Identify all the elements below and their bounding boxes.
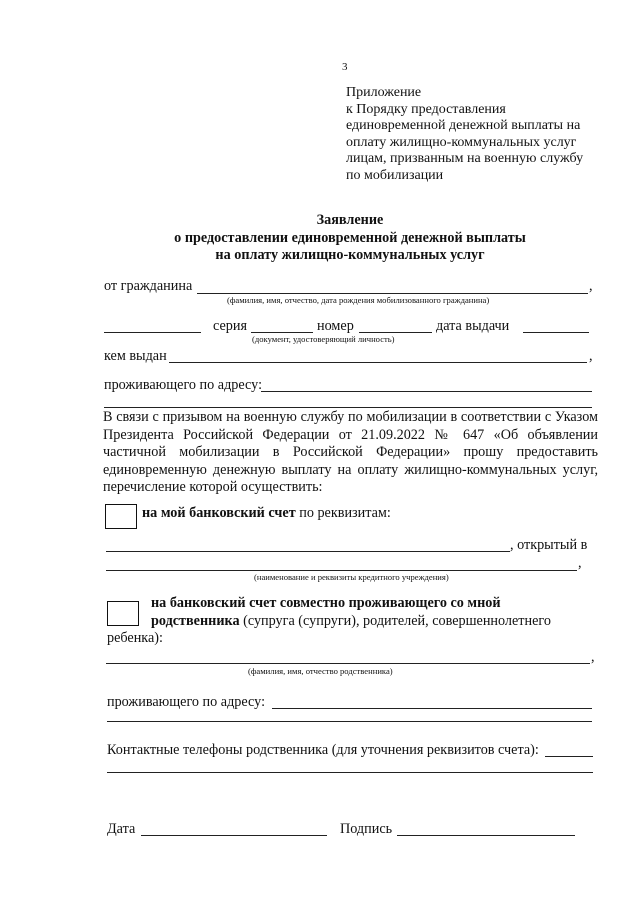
phones-field[interactable] (545, 756, 593, 757)
comma: , (591, 649, 595, 665)
residing-label: проживающего по адресу: (104, 377, 263, 393)
address-field-continued[interactable] (104, 407, 592, 408)
own-account-rest: по реквизитам: (295, 505, 391, 521)
document-hint: (документ, удостоверяющий личность) (252, 334, 395, 344)
appendix-line: оплату жилищно-коммунальных услуг (346, 134, 577, 150)
appendix-block (346, 85, 583, 185)
own-account-label (142, 506, 391, 520)
relative-account-label: на банковский счет совместно проживающего со мной (151, 595, 501, 611)
document-title: Заявление (316, 212, 384, 228)
appendix-line: по мобилизации (346, 167, 444, 183)
comma: , (589, 278, 593, 294)
number-field[interactable] (359, 332, 432, 333)
own-account-checkbox[interactable] (105, 504, 137, 529)
date-field[interactable] (141, 835, 327, 836)
own-account-bold: на мой банковский счет (142, 505, 296, 521)
issue-date-label: дата выдачи (436, 318, 510, 334)
series-field[interactable] (251, 332, 313, 333)
appendix-line: лицам, призванным на военную службу (346, 151, 584, 167)
citizen-hint: (фамилия, имя, отчество, дата рождения мобилизованного гражданина) (227, 295, 490, 305)
number-label: номер (317, 318, 354, 334)
phones-label: Контактные телефоны родственника (для уточнения реквизитов счета): (107, 742, 539, 758)
comma: , (589, 348, 593, 364)
page-number: 3 (342, 61, 348, 73)
address-field[interactable] (261, 391, 592, 392)
document-subtitle: на оплату жилищно-коммунальных услуг (215, 247, 485, 263)
relative-account-label-3: ребенка): (107, 630, 163, 646)
bank-hint: (наименование и реквизиты кредитного учреждения) (254, 572, 449, 582)
opened-in-label: , открытый в (510, 537, 588, 553)
citizen-name-field[interactable] (197, 293, 588, 294)
appendix-line: к Порядку предоставления (346, 101, 506, 117)
series-label: серия (213, 318, 247, 334)
issued-by-label: кем выдан (104, 348, 167, 364)
issue-date-field[interactable] (523, 332, 589, 333)
relative-bold: родственника (151, 613, 240, 629)
document-subtitle: о предоставлении единовременной денежной выплаты (174, 230, 526, 246)
request-paragraph: В связи с призывом на военную службу по мобилизации в соответствии с Указом Президента Российской Федерации от 21.09.2022 № 647 «Об объявлении частичной мобилизации в Российской Федерации» прошу предоставить единовременную денежную выплату на оплату жилищно-коммунальных услуг, перечисление которой осуществить: (103, 409, 598, 496)
relative-residing-label: проживающего по адресу: (107, 694, 266, 710)
from-citizen-label: от гражданина (104, 278, 193, 294)
relative-account-label-2 (151, 614, 551, 628)
relative-hint: (фамилия, имя, отчество родственника) (248, 666, 393, 676)
account-details-field[interactable] (106, 551, 510, 552)
relative-account-checkbox[interactable] (107, 601, 139, 626)
signature-field[interactable] (397, 835, 575, 836)
signature-label: Подпись (340, 821, 393, 837)
comma: , (578, 555, 582, 571)
phones-field-continued[interactable] (107, 772, 593, 773)
document-type-field[interactable] (104, 332, 201, 333)
relative-name-field[interactable] (106, 663, 590, 664)
appendix-line: единовременной денежной выплаты на (346, 118, 581, 134)
relative-address-field-continued[interactable] (107, 721, 592, 722)
relative-rest: (супруга (супруги), родителей, совершеннолетнего (239, 613, 551, 629)
appendix-line: Приложение (346, 85, 422, 100)
date-label: Дата (107, 821, 136, 837)
bank-field[interactable] (106, 570, 577, 571)
issued-by-field[interactable] (169, 362, 587, 363)
relative-address-field[interactable] (272, 708, 592, 709)
